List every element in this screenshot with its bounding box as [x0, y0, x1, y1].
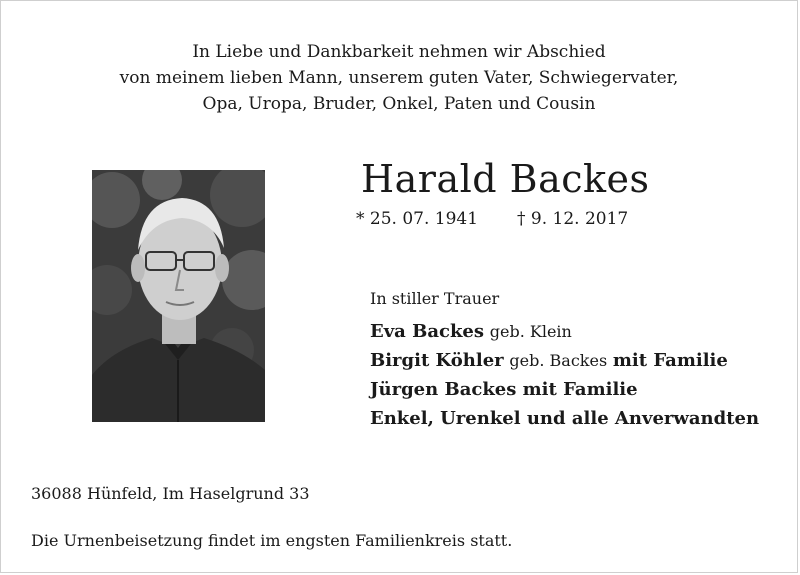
mourner-name: Enkel, Urenkel und alle Anverwandten [370, 408, 760, 429]
mourner-name: Eva Backes [370, 321, 485, 342]
mourner-maiden-name: geb. Klein [489, 322, 572, 341]
mourner-name: Birgit Köhler [370, 350, 504, 371]
funeral-note: Die Urnenbeisetzung findet im engsten Familienkreis statt. [31, 531, 513, 550]
mourner-maiden-name: geb. Backes [509, 351, 608, 370]
intro-line: In Liebe und Dankbarkeit nehmen wir Abschied [192, 42, 606, 62]
mourner-suffix: mit Familie [612, 350, 728, 371]
mourner-entry [370, 346, 759, 375]
mourner-entry [370, 317, 759, 346]
intro-line: Opa, Uropa, Bruder, Onkel, Paten und Cousin [202, 94, 596, 114]
mourners-list [370, 317, 759, 433]
intro-line: von meinem lieben Mann, unserem guten Vater, Schwiegervater, [119, 68, 679, 88]
mourner-name: Jürgen Backes mit Familie [370, 379, 638, 400]
birth-date: * 25. 07. 1941 [356, 209, 479, 229]
mourner-entry [370, 375, 759, 404]
portrait-photo [92, 170, 265, 422]
death-date: † 9. 12. 2017 [517, 209, 629, 229]
mourning-heading: In stiller Trauer [370, 289, 500, 308]
mourner-entry [370, 404, 759, 433]
deceased-name: Harald Backes [361, 157, 650, 201]
intro-text [1, 39, 797, 117]
family-address: 36088 Hünfeld, Im Haselgrund 33 [31, 484, 310, 503]
